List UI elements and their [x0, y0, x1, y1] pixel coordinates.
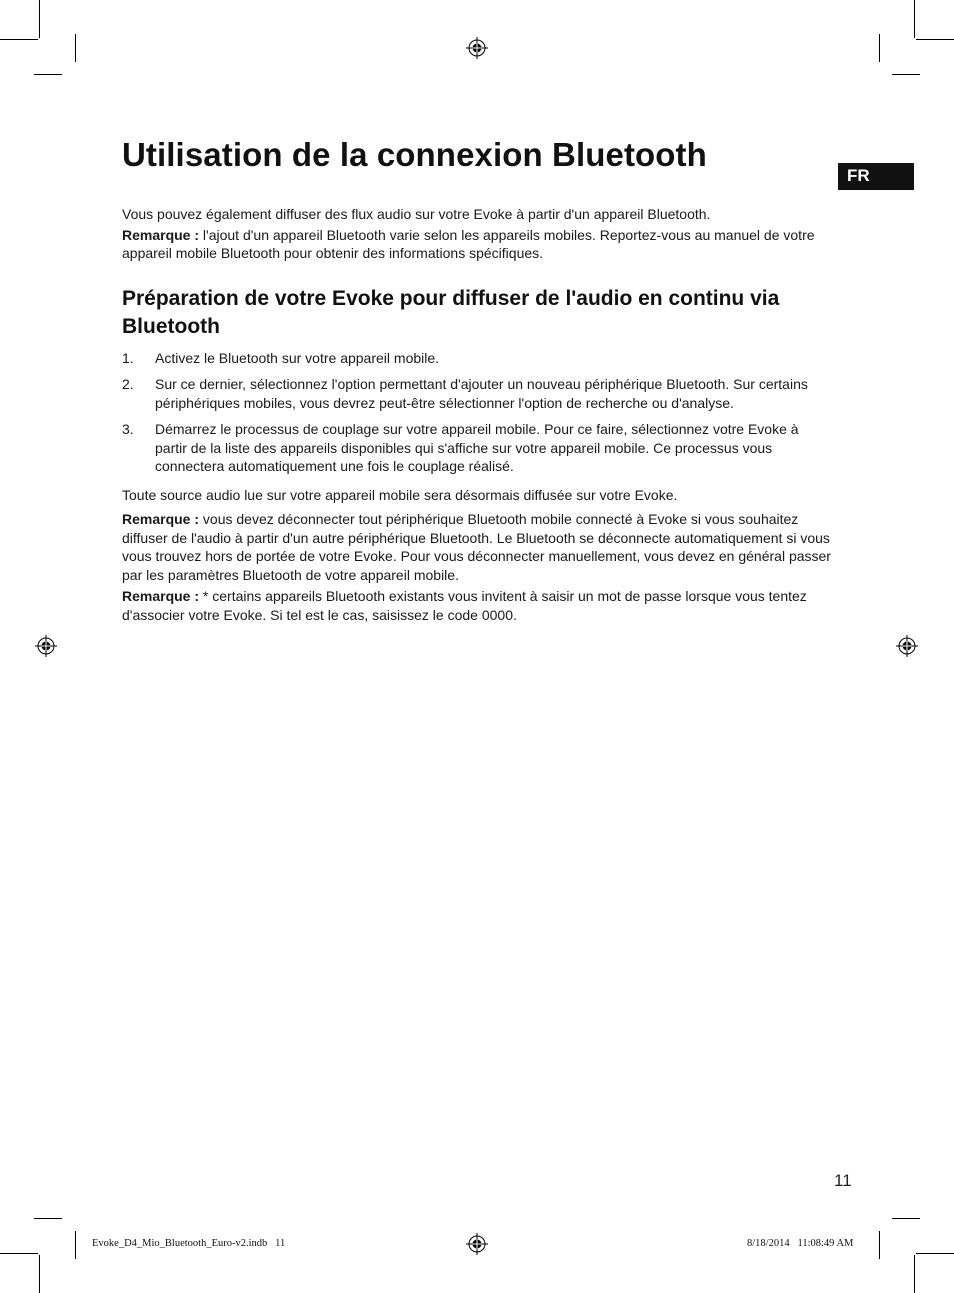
crop-mark [34, 74, 62, 75]
step-text: Sur ce dernier, sélectionnez l'option permettant d'ajouter un nouveau périphérique Bluetooth. Sur certains périphériques mobiles, vous devrez peut-être sélectionner l'option de recherche ou d'analyse. [155, 376, 808, 411]
note-label: Remarque : [122, 226, 200, 243]
note-text: * certains appareils Bluetooth existants vous invitent à saisir un mot de passe lorsque vous tentez d'associer votre Evoke. Si tel est le cas, saisissez le code 0000. [122, 588, 807, 623]
step-number: 1. [122, 349, 134, 366]
crop-mark [914, 0, 915, 38]
crop-mark [879, 1231, 880, 1259]
list-item [122, 349, 834, 368]
registration-mark-icon [896, 635, 918, 657]
note-paragraph [122, 510, 834, 584]
steps-list [122, 349, 834, 476]
main-content [122, 205, 834, 624]
crop-mark [914, 1255, 915, 1293]
intro-paragraph: Vous pouvez également diffuser des flux audio sur votre Evoke à partir d'un appareil Bluetooth. [122, 206, 711, 222]
step-number: 3. [122, 421, 134, 437]
footer-filename: Evoke_D4_Mio_Bluetooth_Euro-v2.indb 11 [92, 1238, 286, 1249]
note-label: Remarque : [122, 588, 200, 604]
language-tab: FR [838, 163, 914, 190]
crop-mark [39, 0, 40, 38]
footer-timestamp: 8/18/2014 11:08:49 AM [747, 1238, 854, 1249]
crop-mark [75, 34, 76, 62]
crop-mark [892, 74, 920, 75]
registration-mark-icon [466, 1233, 488, 1255]
step-text: Démarrez le processus de couplage sur votre appareil mobile. Pour ce faire, sélectionnez votre Evoke à partir de la liste des appareils disponibles qui s'affiche sur votre appareil mobile. Ce processus vous connectera automatiquement une fois le couplage réalisé. [155, 421, 799, 474]
crop-mark [916, 1253, 954, 1254]
page-title: Utilisation de la connexion Bluetooth [122, 136, 707, 174]
crop-mark [0, 39, 38, 40]
page-number: 11 [834, 1171, 852, 1190]
crop-mark [892, 1218, 920, 1219]
crop-mark [39, 1255, 40, 1293]
registration-mark-icon [35, 635, 57, 657]
crop-mark [34, 1218, 62, 1219]
list-item [122, 375, 834, 412]
list-item [122, 420, 834, 476]
crop-mark [75, 1231, 76, 1259]
note-text: vous devez déconnecter tout périphérique Bluetooth mobile connecté à Evoke si vous souhaitez diffuser de l'audio à partir d'un autre périphérique Bluetooth. Le Bluetooth se déconnecte automatiquement si vous vous trouvez hors de portée de votre Evoke. Pour vous déconnecter manuellement, vous devez en général passer par les paramètres Bluetooth de votre appareil mobile. [122, 511, 831, 583]
registration-mark-icon [466, 37, 488, 59]
section-heading: Préparation de votre Evoke pour diffuser de l'audio en continu via Bluetooth [122, 286, 780, 338]
crop-mark [879, 34, 880, 62]
crop-mark [916, 39, 954, 40]
note-paragraph [122, 226, 834, 263]
note-paragraph [122, 587, 834, 624]
crop-mark [0, 1253, 38, 1254]
note-label: Remarque : [122, 511, 200, 527]
step-text: Activez le Bluetooth sur votre appareil mobile. [155, 349, 440, 366]
result-paragraph: Toute source audio lue sur votre appareil mobile sera désormais diffusée sur votre Evoke. [122, 486, 678, 503]
step-number: 2. [122, 376, 134, 392]
note-text: l'ajout d'un appareil Bluetooth varie selon les appareils mobiles. Reportez-vous au manuel de votre appareil mobile Bluetooth pour obtenir des informations spécifiques. [122, 226, 815, 261]
